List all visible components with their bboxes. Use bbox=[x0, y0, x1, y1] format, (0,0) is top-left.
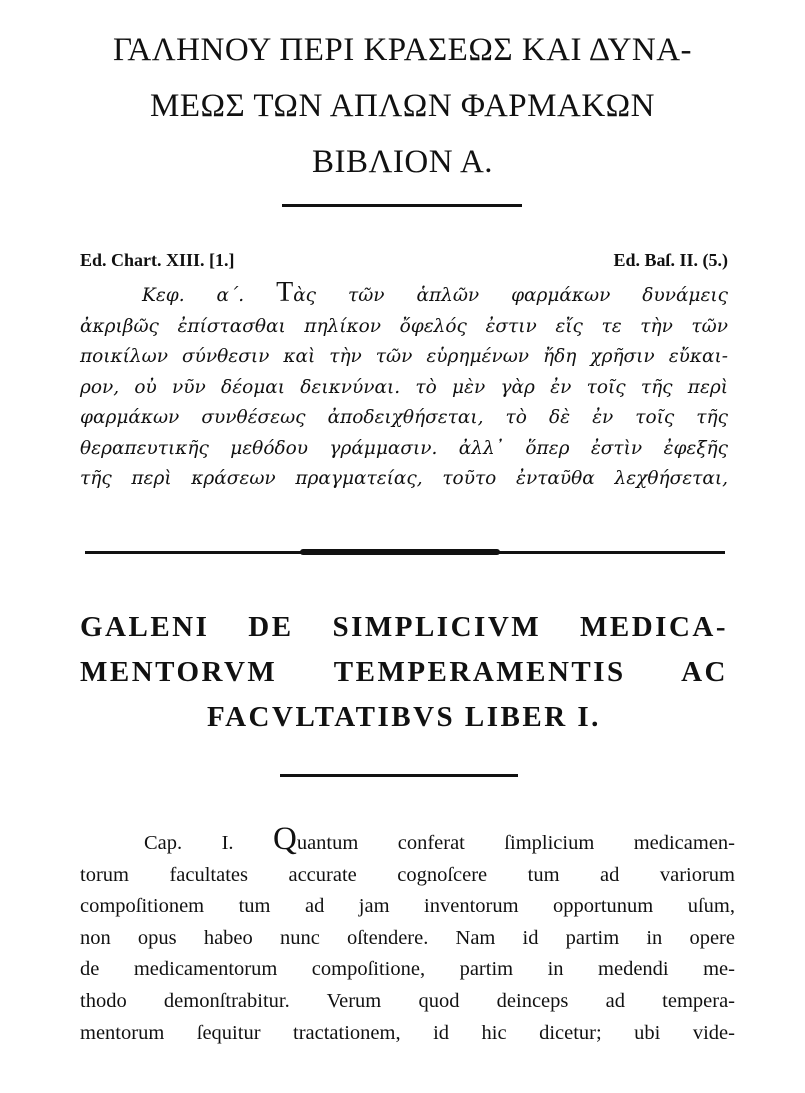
greek-first-line-text: ὰς τῶν ἁπλῶν φαρμάκων δυνάμεις bbox=[293, 285, 728, 306]
latin-body-line-2: torum facultates accurate cognoſcere tum ad variorum bbox=[80, 863, 735, 886]
title-divider bbox=[282, 204, 522, 207]
edition-basel-reference: Ed. Baſ. II. (5.) bbox=[613, 250, 728, 270]
greek-body-line-4: ρον, οὐ νῦν δέομαι δεικνύναι. τὸ μὲν γὰρ ἐν τοῖς τῆς περὶ bbox=[80, 376, 728, 398]
latin-title-divider bbox=[280, 774, 518, 777]
greek-body-line-2: ἀκριβῶς ἐπίστασθαι πηλίκον ὄφελός ἐστιν εἴς τε τὴν τῶν bbox=[80, 315, 728, 337]
greek-chapter-label: Κεφ. α΄. bbox=[142, 285, 245, 306]
latin-text-block bbox=[80, 821, 735, 1049]
latin-initial-letter: Q bbox=[272, 821, 297, 857]
greek-title-line-2: ΜΕΩΣ ΤΩΝ ΑΠΛΩΝ ΦΑΡΜΑΚΩΝ bbox=[149, 88, 656, 124]
latin-body-line-4: non opus habeo nunc oſtendere. Nam id partim in opere bbox=[80, 926, 735, 949]
greek-body-line-6: θεραπευτικῆς μεθόδου γράμμασιν. ἀλλ᾽ ὅπερ ἐστὶν ἐφεξῆς bbox=[80, 437, 728, 459]
greek-body-line-1 bbox=[80, 278, 728, 312]
greek-text-block bbox=[80, 278, 728, 495]
latin-body-line-1 bbox=[80, 821, 735, 860]
latin-body-line-6: thodo demonſtrabitur. Verum quod deinceps ad tempera- bbox=[80, 989, 735, 1012]
greek-initial-letter: Τ bbox=[276, 277, 294, 308]
greek-body-line-5: φαρμάκων συνθέσεως ἀποδειχθήσεται, τὸ δὲ ἐν τοῖς τῆς bbox=[80, 407, 728, 428]
latin-first-line-text: uantum conferat ſimplicium medicamen- bbox=[296, 832, 735, 854]
latin-body-line-7: mentorum ſequitur tractationem, id hic dicetur; ubi vide- bbox=[80, 1021, 735, 1044]
latin-title-line-3: FACVLTATIBVS LIBER I. bbox=[207, 701, 601, 733]
greek-title-line-1: ΓΑΛΗΝΟΥ ΠΕΡΙ ΚΡΑΣΕΩΣ ΚΑΙ ΔΥΝΑ- bbox=[112, 32, 693, 68]
greek-body-line-7: τῆς περὶ κράσεων πραγματείας, τοῦτο ἐνταῦθα λεχθήσεται, bbox=[80, 468, 728, 489]
greek-title bbox=[60, 22, 745, 190]
latin-title-line-1: GALENI DE SIMPLICIVM MEDICA- bbox=[80, 611, 728, 643]
section-divider-swell bbox=[300, 549, 500, 555]
greek-title-line-3: ΒΙΒΛΙΟΝ Α. bbox=[311, 144, 494, 180]
latin-title-line-2: MENTORVM TEMPERAMENTIS AC bbox=[80, 656, 728, 688]
latin-body-line-5: de medicamentorum compoſitione, partim in medendi me- bbox=[80, 958, 735, 981]
latin-body-line-3: compoſitionem tum ad jam inventorum opportunum uſum, bbox=[80, 895, 735, 918]
latin-chapter-label: Cap. I. bbox=[144, 832, 234, 854]
edition-chart-reference: Ed. Chart. XIII. [1.] bbox=[80, 250, 235, 270]
latin-title bbox=[80, 605, 728, 740]
greek-body-line-3: ποικίλων σύνθεσιν καὶ τὴν τῶν εὑρημένων ἤδη χρῆσιν εὔκαι- bbox=[80, 346, 728, 367]
